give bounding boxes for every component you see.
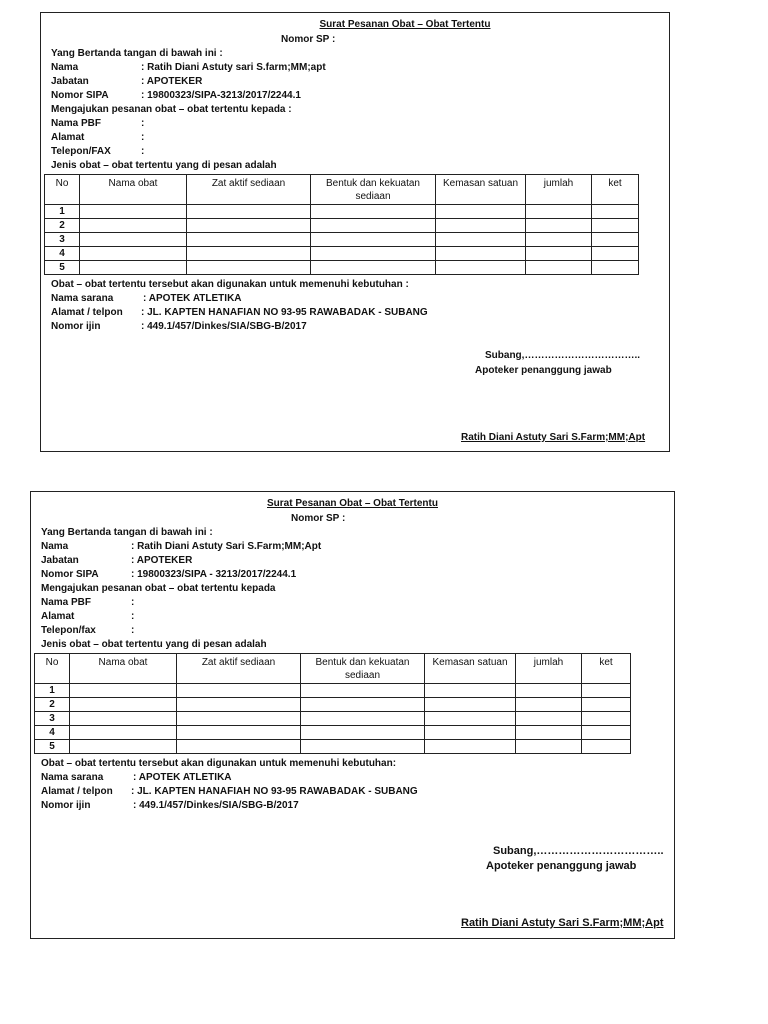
- cell-nama-obat[interactable]: [80, 247, 187, 261]
- jabatan-row: [51, 75, 202, 89]
- nama-row: [51, 61, 326, 75]
- sipa-row: [41, 568, 296, 582]
- alamat-telpon-value: : JL. KAPTEN HANAFIAN NO 93-95 RAWABADAK - SUBANG: [141, 307, 428, 318]
- row-number: 3: [35, 712, 70, 726]
- mengajukan-text: Mengajukan pesanan obat – obat tertentu kepada: [41, 583, 276, 594]
- cell-nama-obat[interactable]: [70, 740, 177, 754]
- cell-bentuk[interactable]: [311, 247, 436, 261]
- cell-kemasan[interactable]: [436, 247, 526, 261]
- jabatan-value: : APOTEKER: [141, 76, 203, 87]
- cell-jumlah[interactable]: [516, 684, 582, 698]
- table-header-row: [45, 175, 639, 205]
- pbf-label: Nama PBF: [51, 118, 102, 129]
- jabatan-value: : APOTEKER: [131, 555, 193, 566]
- cell-zat-aktif[interactable]: [187, 205, 311, 219]
- cell-zat-aktif[interactable]: [177, 684, 301, 698]
- telepon-row: [41, 624, 134, 638]
- cell-kemasan[interactable]: [436, 261, 526, 275]
- jabatan-row: [41, 554, 192, 568]
- sarana-value: : APOTEK ATLETIKA: [133, 772, 232, 783]
- cell-kemasan[interactable]: [425, 726, 516, 740]
- order-table: [44, 174, 639, 275]
- table-row: [35, 726, 631, 740]
- alamat-row: [51, 131, 144, 145]
- cell-zat-aktif[interactable]: [187, 261, 311, 275]
- cell-jumlah[interactable]: [516, 726, 582, 740]
- ijin-row: [41, 799, 299, 813]
- nama-label: Nama: [51, 62, 79, 73]
- row-number: 2: [35, 698, 70, 712]
- row-number: 5: [45, 261, 80, 275]
- table-row: [35, 698, 631, 712]
- telepon-label: Telepon/fax: [41, 625, 96, 636]
- table-row: [45, 233, 639, 247]
- cell-bentuk[interactable]: [301, 726, 425, 740]
- header-ket: ket: [592, 175, 639, 205]
- cell-nama-obat[interactable]: [70, 684, 177, 698]
- cell-zat-aktif[interactable]: [187, 247, 311, 261]
- table-row: [45, 205, 639, 219]
- cell-kemasan[interactable]: [436, 219, 526, 233]
- pbf-value: :: [141, 118, 145, 129]
- row-number: 2: [45, 219, 80, 233]
- telepon-label: Telepon/FAX: [51, 146, 111, 157]
- nama-value: : Ratih Diani Astuty sari S.farm;MM;apt: [141, 62, 326, 73]
- intro-text: Yang Bertanda tangan di bawah ini :: [41, 527, 213, 538]
- cell-bentuk[interactable]: [301, 740, 425, 754]
- alamat-value: :: [141, 132, 145, 143]
- table-header-row: [35, 654, 631, 684]
- nama-label: Nama: [41, 541, 69, 552]
- cell-bentuk[interactable]: [311, 205, 436, 219]
- header-no: No: [45, 175, 80, 205]
- alamat-telpon-label: Alamat / telpon: [51, 307, 123, 318]
- nomor-sp: Nomor SP :: [281, 34, 336, 45]
- header-no: No: [35, 654, 70, 684]
- cell-bentuk[interactable]: [311, 219, 436, 233]
- jenis-text: Jenis obat – obat tertentu yang di pesan adalah: [51, 160, 277, 171]
- alamat-telpon-label: Alamat / telpon: [41, 786, 113, 797]
- signer-name: Ratih Diani Astuty Sari S.Farm;MM;Apt: [461, 917, 664, 929]
- row-number: 5: [35, 740, 70, 754]
- header-kemasan: Kemasan satuan: [425, 654, 516, 684]
- cell-nama-obat[interactable]: [80, 233, 187, 247]
- cell-zat-aktif[interactable]: [187, 233, 311, 247]
- place-date: Subang,……………………………..: [485, 350, 640, 361]
- cell-kemasan[interactable]: [436, 233, 526, 247]
- telepon-value: :: [141, 146, 145, 157]
- pbf-label: Nama PBF: [41, 597, 92, 608]
- alamat-label: Alamat: [51, 132, 85, 143]
- ijin-label: Nomor ijin: [51, 321, 101, 332]
- alamat-row: [41, 610, 134, 624]
- pbf-row: [51, 117, 144, 131]
- cell-jumlah[interactable]: [526, 219, 592, 233]
- header-zat-aktif: Zat aktif sediaan: [187, 175, 311, 205]
- cell-jumlah[interactable]: [526, 247, 592, 261]
- row-number: 3: [45, 233, 80, 247]
- ijin-value: : 449.1/457/Dinkes/SIA/SBG-B/2017: [133, 800, 299, 811]
- alamat-label: Alamat: [41, 611, 75, 622]
- kebutuhan-text: Obat – obat tertentu tersebut akan digunakan untuk memenuhi kebutuhan:: [41, 758, 397, 769]
- cell-jumlah[interactable]: [516, 740, 582, 754]
- jabatan-label: Jabatan: [51, 76, 89, 87]
- order-form-2: [30, 491, 675, 939]
- jabatan-label: Jabatan: [41, 555, 79, 566]
- nama-value: : Ratih Diani Astuty Sari S.Farm;MM;Apt: [131, 541, 322, 552]
- cell-zat-aktif[interactable]: [177, 698, 301, 712]
- cell-jumlah[interactable]: [516, 712, 582, 726]
- cell-ket[interactable]: [592, 219, 639, 233]
- table-row: [35, 740, 631, 754]
- order-table: [34, 653, 631, 754]
- cell-bentuk[interactable]: [311, 261, 436, 275]
- table-row: [45, 219, 639, 233]
- cell-nama-obat[interactable]: [70, 726, 177, 740]
- cell-kemasan[interactable]: [436, 205, 526, 219]
- alamat-telpon-value: : JL. KAPTEN HANAFIAH NO 93-95 RAWABADAK - SUBANG: [131, 786, 418, 797]
- telepon-row: [51, 145, 144, 159]
- cell-ket[interactable]: [592, 205, 639, 219]
- jenis-text: Jenis obat – obat tertentu yang di pesan adalah: [41, 639, 267, 650]
- kebutuhan-text: Obat – obat tertentu tersebut akan digunakan untuk memenuhi kebutuhan :: [51, 279, 409, 290]
- order-form-1: [40, 12, 670, 452]
- cell-jumlah[interactable]: [526, 233, 592, 247]
- cell-kemasan[interactable]: [425, 698, 516, 712]
- header-kemasan: Kemasan satuan: [436, 175, 526, 205]
- cell-ket[interactable]: [582, 698, 631, 712]
- row-number: 1: [35, 684, 70, 698]
- ijin-row: [51, 320, 307, 334]
- sipa-value: : 19800323/SIPA-3213/2017/2244.1: [141, 90, 301, 101]
- nama-row: [41, 540, 321, 554]
- row-number: 1: [45, 205, 80, 219]
- cell-nama-obat[interactable]: [80, 261, 187, 275]
- alamat-telpon-row: [51, 306, 428, 320]
- cell-ket[interactable]: [592, 261, 639, 275]
- ijin-value: : 449.1/457/Dinkes/SIA/SBG-B/2017: [141, 321, 307, 332]
- cell-bentuk[interactable]: [311, 233, 436, 247]
- telepon-value: :: [131, 625, 135, 636]
- sarana-label: Nama sarana: [41, 772, 104, 783]
- header-jumlah: jumlah: [516, 654, 582, 684]
- cell-zat-aktif[interactable]: [177, 740, 301, 754]
- intro-text: Yang Bertanda tangan di bawah ini :: [51, 48, 223, 59]
- cell-ket[interactable]: [592, 233, 639, 247]
- table-row: [35, 684, 631, 698]
- header-zat-aktif: Zat aktif sediaan: [177, 654, 301, 684]
- cell-ket[interactable]: [582, 726, 631, 740]
- row-number: 4: [35, 726, 70, 740]
- cell-ket[interactable]: [582, 684, 631, 698]
- cell-ket[interactable]: [582, 712, 631, 726]
- mengajukan-text: Mengajukan pesanan obat – obat tertentu kepada :: [51, 104, 292, 115]
- role-text: Apoteker penanggung jawab: [475, 365, 612, 376]
- cell-kemasan[interactable]: [425, 684, 516, 698]
- alamat-telpon-row: [41, 785, 418, 799]
- table-row: [35, 712, 631, 726]
- cell-nama-obat[interactable]: [70, 698, 177, 712]
- role-text: Apoteker penanggung jawab: [486, 860, 637, 872]
- cell-kemasan[interactable]: [425, 712, 516, 726]
- sipa-row: [51, 89, 301, 103]
- header-nama-obat: Nama obat: [80, 175, 187, 205]
- nomor-sp: Nomor SP :: [291, 513, 346, 524]
- pbf-row: [41, 596, 134, 610]
- cell-zat-aktif[interactable]: [177, 726, 301, 740]
- form-title: Surat Pesanan Obat – Obat Tertentu: [319, 19, 491, 30]
- header-jumlah: jumlah: [526, 175, 592, 205]
- form-title: Surat Pesanan Obat – Obat Tertentu: [267, 498, 438, 509]
- pbf-value: :: [131, 597, 135, 608]
- cell-nama-obat[interactable]: [70, 712, 177, 726]
- alamat-value: :: [131, 611, 135, 622]
- cell-bentuk[interactable]: [301, 712, 425, 726]
- cell-jumlah[interactable]: [516, 698, 582, 712]
- signer-name: Ratih Diani Astuty Sari S.Farm;MM;Apt: [461, 432, 646, 443]
- cell-jumlah[interactable]: [526, 261, 592, 275]
- sarana-value: : APOTEK ATLETIKA: [143, 293, 242, 304]
- table-row: [45, 247, 639, 261]
- cell-nama-obat[interactable]: [80, 205, 187, 219]
- sarana-label: Nama sarana: [51, 293, 114, 304]
- place-date: Subang,……………………………..: [493, 845, 664, 857]
- row-number: 4: [45, 247, 80, 261]
- cell-bentuk[interactable]: [301, 698, 425, 712]
- cell-zat-aktif[interactable]: [177, 712, 301, 726]
- cell-bentuk[interactable]: [301, 684, 425, 698]
- sipa-value: : 19800323/SIPA - 3213/2017/2244.1: [131, 569, 297, 580]
- sipa-label: Nomor SIPA: [41, 569, 99, 580]
- cell-nama-obat[interactable]: [80, 219, 187, 233]
- cell-zat-aktif[interactable]: [187, 219, 311, 233]
- header-ket: ket: [582, 654, 631, 684]
- cell-ket[interactable]: [582, 740, 631, 754]
- sipa-label: Nomor SIPA: [51, 90, 109, 101]
- table-row: [45, 261, 639, 275]
- sarana-row: [41, 771, 232, 785]
- cell-kemasan[interactable]: [425, 740, 516, 754]
- cell-ket[interactable]: [592, 247, 639, 261]
- header-bentuk-kekuatan: Bentuk dan kekuatan sediaan: [311, 175, 436, 205]
- header-nama-obat: Nama obat: [70, 654, 177, 684]
- header-bentuk-kekuatan: Bentuk dan kekuatan sediaan: [301, 654, 425, 684]
- cell-jumlah[interactable]: [526, 205, 592, 219]
- ijin-label: Nomor ijin: [41, 800, 91, 811]
- sarana-row: [51, 292, 242, 306]
